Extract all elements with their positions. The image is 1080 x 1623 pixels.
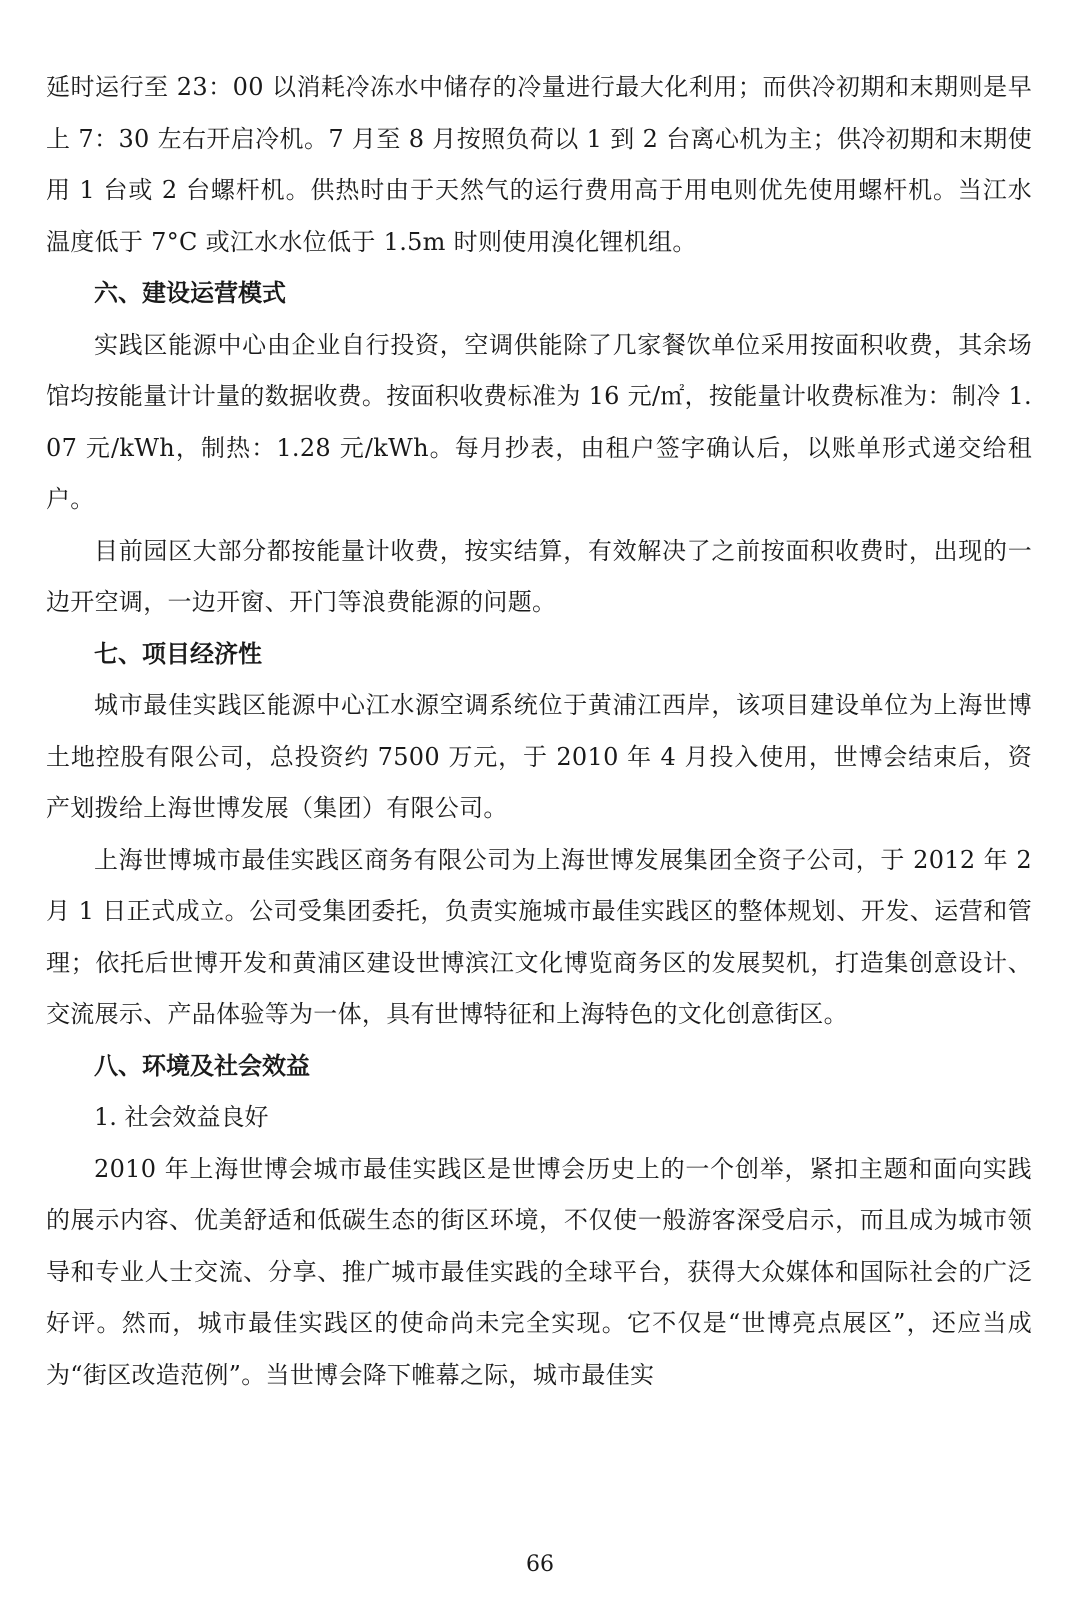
paragraph-operation-schedule: 延时运行至 23：00 以消耗冷冻水中储存的冷量进行最大化利用；而供冷初期和末期则是早上 7：30 左右开启冷机。7 月至 8 月按照负荷以 1 到 2 台离心机为主；供冷初期和末期使用 1 台或 2 台螺杆机。供热时由于天然气的运行费用高于用电则优先使用螺杆机。当江水温度低于 7°C 或江水水位低于 1.5m 时则使用溴化锂机组。 xyxy=(46,73,1032,256)
section-heading-environment-social: 八、环境及社会效益 xyxy=(94,1051,310,1080)
page-number: 66 xyxy=(526,1552,554,1577)
page-body xyxy=(46,62,1032,1401)
subsection-heading-social-benefit: 1. 社会效益良好 xyxy=(94,1103,269,1131)
paragraph-metering-benefit: 目前园区大部分都按能量计收费，按实结算，有效解决了之前按面积收费时，出现的一边开空调，一边开窗、开门等浪费能源的问题。 xyxy=(46,536,1032,616)
section-heading-construction-operation: 六、建设运营模式 xyxy=(94,279,286,307)
paragraph-expo-best-practice: 2010 年上海世博会城市最佳实践区是世博会历史上的一个创举，紧扣主题和面向实践的展示内容、优美舒适和低碳生态的街区环境，不仅使一般游客深受启示，而且成为城市领导和专业人士交流、分享、推广城市最佳实践的全球平台，获得大众媒体和国际社会的广泛好评。然而，城市最佳实践区的使命尚未完全实现。它不仅是“世博亮点展区”，还应当成为“街区改造范例”。当世博会降下帷幕之际，城市最佳实 xyxy=(46,1154,1032,1389)
paragraph-fee-model: 实践区能源中心由企业自行投资，空调供能除了几家餐饮单位采用按面积收费，其余场馆均按能量计计量的数据收费。按面积收费标准为 16 元/㎡，按能量计收费标准为：制冷 1.07 元/kWh，制热：1.28 元/kWh。每月抄表，由租户签字确认后，以账单形式递交给租户。 xyxy=(46,330,1032,513)
paragraph-company-intro: 上海世博城市最佳实践区商务有限公司为上海世博发展集团全资子公司，于 2012 年 2 月 1 日正式成立。公司受集团委托，负责实施城市最佳实践区的整体规划、开发、运营和管理；依托后世博开发和黄浦区建设世博滨江文化博览商务区的发展契机，打造集创意设计、交流展示、产品体验等为一体，具有世博特征和上海特色的文化创意街区。 xyxy=(46,845,1032,1028)
paragraph-investment: 城市最佳实践区能源中心江水源空调系统位于黄浦江西岸，该项目建设单位为上海世博土地控股有限公司，总投资约 7500 万元，于 2010 年 4 月投入使用，世博会结束后，资产划拨给上海世博发展（集团）有限公司。 xyxy=(46,691,1032,822)
section-heading-economics: 七、项目经济性 xyxy=(94,639,262,668)
